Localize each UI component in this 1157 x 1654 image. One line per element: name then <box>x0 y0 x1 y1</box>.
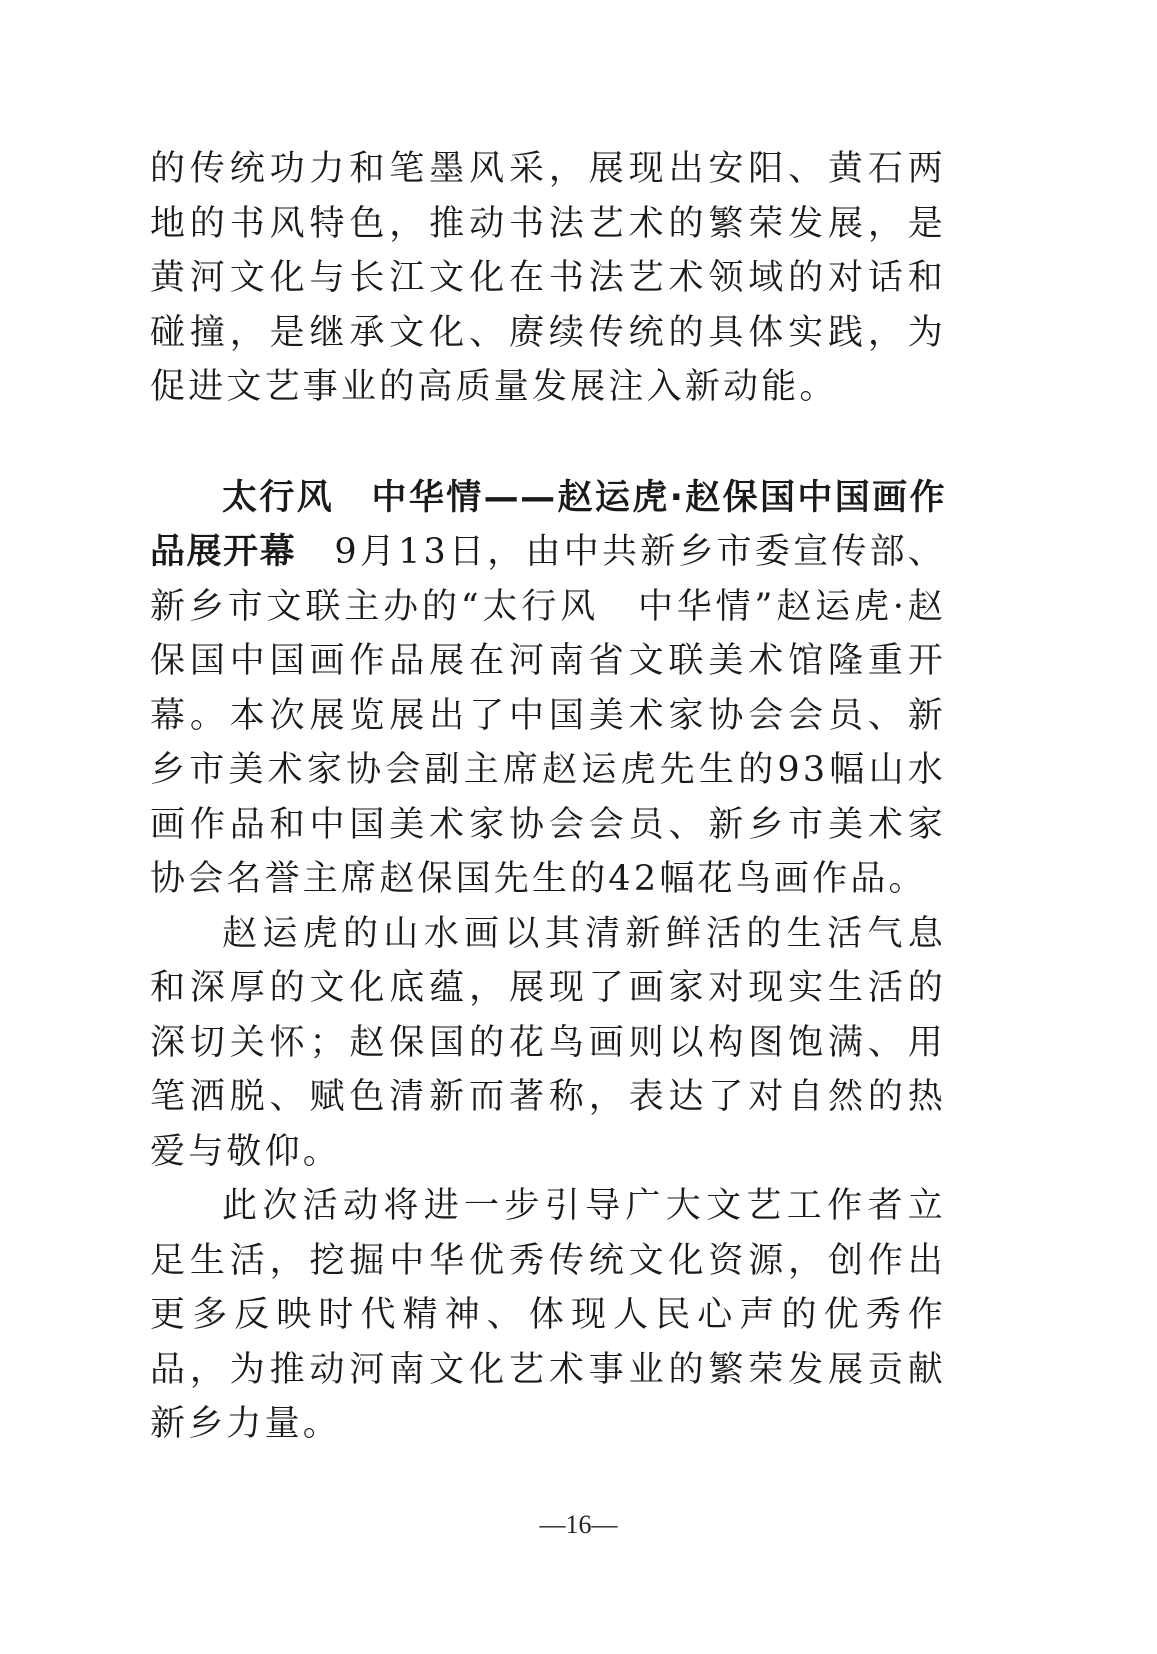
paragraph-exhibition-news <box>150 471 946 907</box>
paragraph-significance: 此次活动将进一步引导广大文艺工作者立足生活，挖掘中华优秀传统文化资源，创作出更多反映时代精神、体现人民心声的优秀作品，为推动河南文化艺术事业的繁荣发展贡献新乡力量。 <box>150 1186 946 1444</box>
paragraph-artists-description: 赵运虎的山水画以其清新鲜活的生活气息和深厚的文化底蕴，展现了画家对现实生活的深切关怀；赵保国的花鸟画则以构图饱满、用笔洒脱、赋色清新而著称，表达了对自然的热爱与敬仰。 <box>150 913 946 1172</box>
paragraph-intro-continuation: 的传统功力和笔墨风采，展现出安阳、黄石两地的书风特色，推动书法艺术的繁荣发展，是黄河文化与长江文化在书法艺术领域的对话和碰撞，是继承文化、赓续传统的具体实践，为促进文艺事业的高质量发展注入新动能。 <box>150 149 946 407</box>
page-number: —16— <box>539 1510 618 1539</box>
news-body: 9月13日，由中共新乡市委宣传部、新乡市文联主办的“太行风 中华情”赵运虎·赵保国中国画作品展在河南省文联美术馆隆重开幕。本次展览展出了中国美术家协会会员、新乡市美术家协会副主席赵运虎先生的93幅山水画作品和中国美术家协会会员、新乡市美术家协会名誉主席赵保国先生的42幅花鸟画作品。 <box>150 532 946 899</box>
section-gap <box>150 415 946 471</box>
news-headline: 太行风 中华情——赵运虎·赵保国中国画作品展开幕 <box>150 477 946 572</box>
document-body <box>150 142 946 1452</box>
